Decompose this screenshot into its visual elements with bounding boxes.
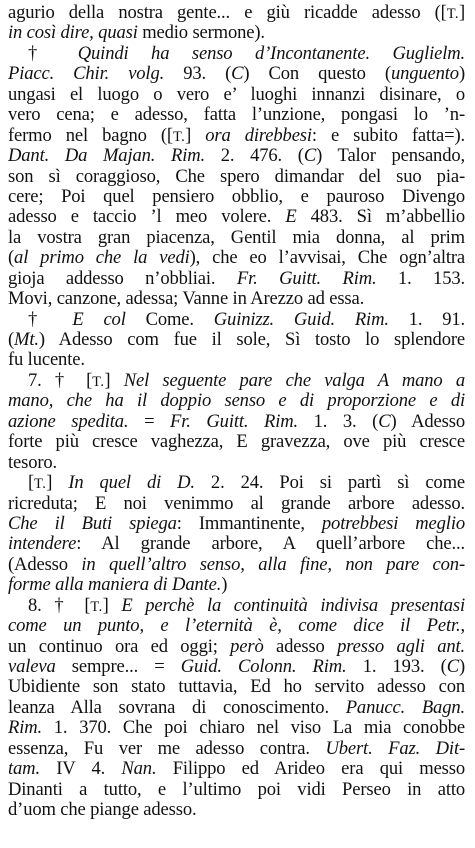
text-run: 2. 476. ( <box>205 146 304 167</box>
small-caps-text: T. <box>90 598 103 615</box>
text-run: 483. Sì m’abbellio <box>296 207 465 228</box>
text-run: la vostra gran piacenza, Gentil mia donna, al prim <box>8 227 465 248</box>
italic-text: intendere <box>8 534 77 555</box>
italic-text: E col <box>72 309 126 330</box>
text-run: : Immantinente, <box>176 513 322 534</box>
small-caps-text: T. <box>172 128 186 145</box>
text-run: 93. ( <box>164 64 232 85</box>
italic-text: forme alla maniera di Dante. <box>8 575 222 596</box>
text-run: un continuo ora ed oggi; <box>8 636 231 657</box>
text-run: Come. <box>125 309 214 330</box>
text-line <box>8 167 465 187</box>
text-run: ) Con questo ( <box>243 64 391 85</box>
italic-text: Panucc. Bagn. <box>345 697 465 718</box>
text-line <box>8 289 465 309</box>
italic-text: Ubert. Faz. Dit- <box>325 738 465 759</box>
italic-text: valeva <box>8 657 56 677</box>
italic-text: Quindi ha senso d’Incontanente. Guglielm. <box>77 43 465 64</box>
italic-text: Fr. Guitt. Rim. <box>236 268 377 289</box>
text-run: agurio della nostra gente... e giù ricadde adesso ([ <box>8 3 447 23</box>
italic-text: Mt. <box>14 330 39 350</box>
italic-text: E perchè la continuità indivisa presentasi <box>121 595 465 616</box>
text-run: : Al grande arbore, A quell’arbore che... <box>76 534 465 555</box>
italic-text: C <box>446 657 459 677</box>
text-run: 1. 193. ( <box>346 657 447 677</box>
text-line <box>8 534 465 554</box>
text-run: † <box>28 43 78 64</box>
italic-text: C <box>303 146 317 167</box>
text-line <box>8 432 465 452</box>
italic-text: come un punto, e l’eternità è, come dice il Petr. <box>8 616 461 637</box>
italic-text: mano, che ha il doppio senso e di proporzione e di <box>8 391 465 412</box>
text-run: Filippo ed Arideo era qui messo <box>156 759 465 780</box>
text-line <box>8 739 465 759</box>
italic-text: ora direbbesi <box>205 125 312 146</box>
text-run: ) Adesso <box>390 411 465 432</box>
text-line <box>8 64 465 84</box>
text-run: ] <box>185 125 206 146</box>
text-line <box>8 85 465 105</box>
text-run: 7. † [ <box>28 370 93 391</box>
italic-text: però <box>230 636 264 657</box>
text-run: ) Adesso com fue il sole, Sì tosto lo splendore <box>38 330 465 350</box>
text-run: ) Talor pensando, <box>316 146 465 167</box>
small-caps-text: T. <box>446 6 459 22</box>
text-run: ] <box>458 3 465 23</box>
text-line <box>8 800 465 820</box>
text-run: fu lucente. <box>8 350 85 371</box>
text-run: 1. 370. Che poi chiaro nel viso La mia conobbe <box>42 718 465 739</box>
text-run: ), che eo l’avvisai, Che ogn’altra <box>189 248 465 269</box>
text-line <box>8 105 465 125</box>
text-line <box>8 596 465 616</box>
text-run: essenza, Fu ver me adesso contra. <box>8 738 326 759</box>
text-line <box>8 350 465 370</box>
italic-text: E <box>285 207 297 228</box>
text-run: ricreduta; E noi venimmo al grande arbore adesso. <box>8 493 465 514</box>
italic-text: potrebbesi meglio <box>321 513 465 534</box>
text-run: Movi, canzone, adessa; Vanne in Arezzo ad essa. <box>8 289 365 310</box>
text-run: ) <box>458 657 465 677</box>
text-run: leanza Alla sovrana di conoscimento. <box>8 697 346 718</box>
text-run: (Adesso <box>8 554 82 575</box>
italic-text: Che il Buti spiega <box>8 513 177 534</box>
text-line <box>8 637 465 657</box>
text-run: son sì coraggioso, Che spero dimandar del suo pia- <box>8 166 465 187</box>
text-line <box>8 187 465 207</box>
italic-text: Guid. Colonn. Rim. <box>180 657 347 677</box>
text-run: d’uom che piange adesso. <box>8 800 197 821</box>
text-run: fermo nel bagno ([ <box>8 125 173 146</box>
text-line <box>8 126 465 146</box>
italic-text: In quel di D. <box>68 473 195 494</box>
text-line <box>8 677 465 697</box>
text-run: ) <box>221 575 228 596</box>
text-line <box>8 228 465 248</box>
text-line <box>8 616 465 636</box>
text-line <box>8 371 465 391</box>
text-run: ] <box>104 370 124 391</box>
text-run: † <box>28 309 73 330</box>
text-run: ) <box>458 64 465 85</box>
text-line <box>8 575 465 595</box>
text-line <box>8 780 465 800</box>
text-line <box>8 555 465 575</box>
text-line <box>8 473 465 493</box>
italic-text: azione spedita. <box>8 411 129 432</box>
text-run: [ <box>28 473 35 494</box>
text-run: ungasi el luogo o vero e’ luoghi innanzi disinare, o <box>8 84 465 105</box>
text-line <box>8 269 465 289</box>
text-line <box>8 657 465 677</box>
italic-text: Guinizz. Guid. Rim. <box>213 309 389 330</box>
text-line <box>8 248 465 268</box>
text-line <box>8 453 465 473</box>
text-run: gioja addesso n’obbliai. <box>8 268 237 289</box>
text-run: cere; Poi quel pensiero obblio, e pauroso Divengo <box>8 186 465 207</box>
text-run: : e subito fatta=). <box>311 125 465 146</box>
text-run: ( <box>8 330 15 350</box>
text-run: Dinanti a tutto, e l’ultimo poi vidi Perseo in atto <box>8 779 465 800</box>
text-run: medio sermone). <box>137 23 265 44</box>
text-run: 1. 91. <box>388 309 465 330</box>
italic-text: tam. <box>8 759 40 780</box>
italic-text: al primo che la vedi <box>14 248 190 269</box>
text-run: forte più cresce vaghezza, E gravezza, ove più cresce <box>8 432 465 453</box>
text-run: ] <box>46 473 69 494</box>
italic-text: presso agli ant. <box>337 636 465 657</box>
italic-text: Fr. Guitt. Rim. <box>170 411 298 432</box>
text-line <box>8 44 465 64</box>
italic-text: Dant. Da Majan. Rim. <box>8 146 205 167</box>
italic-text: Piacc. Chir. volg. <box>8 64 165 85</box>
small-caps-text: T. <box>92 373 105 390</box>
text-line <box>8 330 465 350</box>
italic-text: C <box>231 64 244 85</box>
italic-text: in così dire, quasi <box>8 23 138 44</box>
text-run: sempre... = <box>55 657 181 677</box>
text-line <box>8 698 465 718</box>
text-run: 8. † [ <box>28 595 91 616</box>
text-line <box>8 514 465 534</box>
text-run: = <box>128 411 171 432</box>
text-line <box>8 23 465 43</box>
text-run: Ubidiente son stato tuttavia, Ed ho servito adesso con <box>8 677 465 698</box>
text-run: IV 4. <box>39 759 122 780</box>
text-run: adesso e taccio ’l meo volere. <box>8 207 286 228</box>
text-line <box>8 207 465 227</box>
text-line <box>8 146 465 166</box>
text-run: 1. 153. <box>376 268 465 289</box>
italic-text: C <box>378 411 391 432</box>
text-line <box>8 494 465 514</box>
text-run: adesso <box>263 636 338 657</box>
text-run: vero cena; e adesso, fatta l’unzione, pongasi lo ’n- <box>8 105 465 126</box>
text-run: ( <box>8 248 15 269</box>
text-line <box>8 310 465 330</box>
text-run: , <box>460 616 465 637</box>
text-line <box>8 759 465 779</box>
text-run: 2. 24. Poi si partì sì come <box>194 473 465 494</box>
text-run: tesoro. <box>8 452 58 473</box>
italic-text: Nan. <box>121 759 157 780</box>
text-run: 1. 3. ( <box>298 411 379 432</box>
italic-text: Rim. <box>8 718 43 739</box>
italic-text: Nel seguente pare che valga A mano a <box>123 370 465 391</box>
italic-text: unguento <box>390 64 459 85</box>
italic-text: in quell’altro senso, alla fine, non pare con- <box>81 554 465 575</box>
text-line <box>8 412 465 432</box>
small-caps-text: T. <box>34 476 47 493</box>
text-line <box>8 391 465 411</box>
text-line <box>8 718 465 738</box>
text-run: ] <box>102 595 122 616</box>
text-line <box>8 3 465 23</box>
